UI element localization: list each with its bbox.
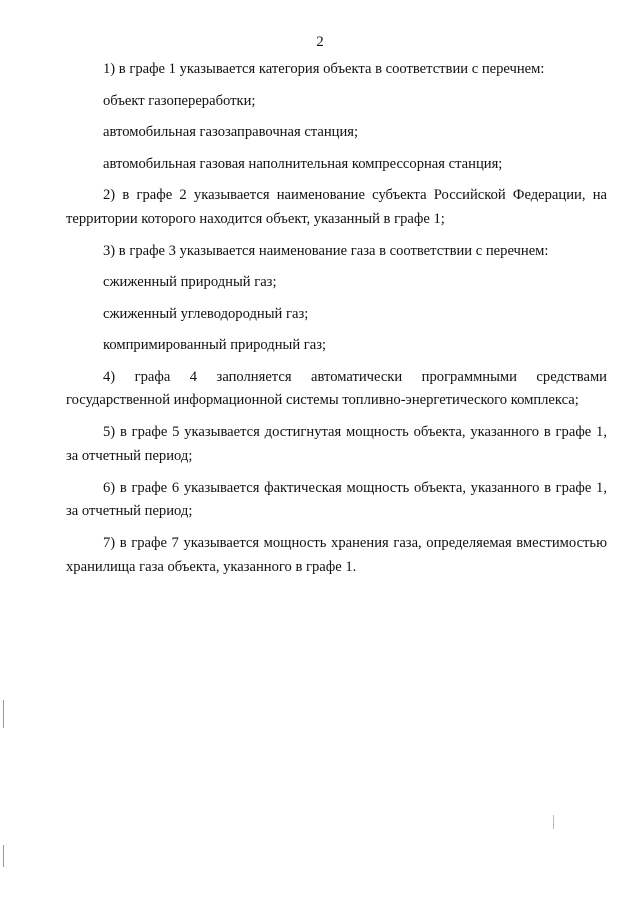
paragraph-liquefied-hydrocarbon-gas: сжиженный углеводородный газ; [103, 305, 309, 322]
paragraph-item-1: 1) в графе 1 указывается категория объекта в соответствии с перечнем: [103, 61, 545, 77]
scan-edge-mark [553, 815, 554, 829]
scan-edge-mark [3, 700, 4, 728]
paragraph-compressed-natural-gas: компримированный природный газ; [103, 337, 327, 353]
paragraph-item-2: 2) в графе 2 указывается наименование субъекта Российской Федерации, на территории которого находится объект, указанный в графе 1; [66, 187, 607, 227]
scan-edge-mark [3, 845, 4, 867]
paragraph-compressor-station: автомобильная газовая наполнительная компрессорная станция; [103, 155, 503, 172]
document-body [66, 58, 607, 588]
page-number: 2 [316, 34, 324, 50]
paragraph-item-3: 3) в графе 3 указывается наименование газа в соответствии с перечнем: [103, 242, 549, 259]
paragraph-item-7: 7) в графе 7 указывается мощность хранения газа, определяемая вместимостью хранилища газа объекта, указанного в графе 1. [66, 535, 607, 575]
paragraph-item-6: 6) в графе 6 указывается фактическая мощность объекта, указанного в графе 1, за отчетный период; [66, 479, 607, 519]
paragraph-liquefied-natural-gas: сжиженный природный газ; [103, 274, 277, 290]
paragraph-gas-filling-station: автомобильная газозаправочная станция; [103, 124, 359, 140]
paragraph-item-4: 4) графа 4 заполняется автоматически программными средствами государственной информационной системы топливно-энергетического комплекса; [66, 368, 607, 408]
paragraph-gas-processing: объект газопереработки; [103, 92, 256, 109]
paragraph-item-5: 5) в графе 5 указывается достигнутая мощность объекта, указанного в графе 1, за отчетный период; [66, 424, 607, 464]
